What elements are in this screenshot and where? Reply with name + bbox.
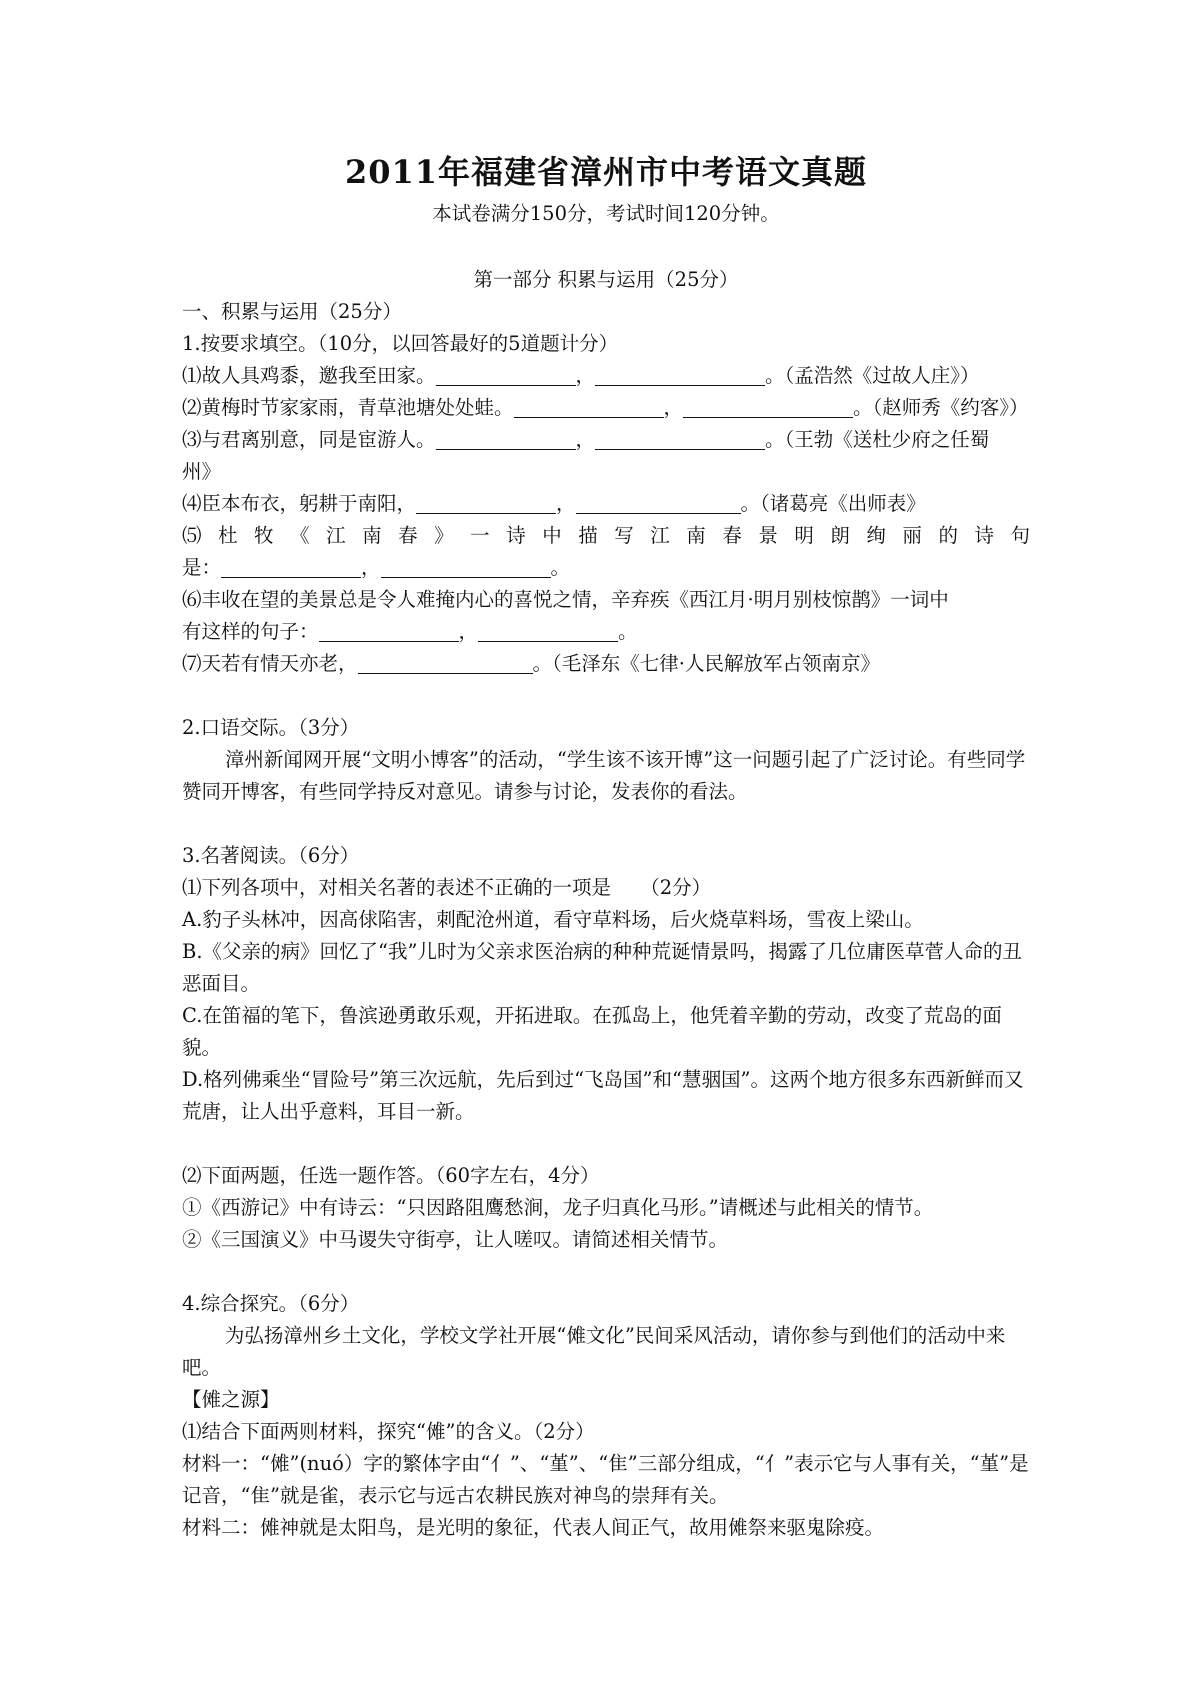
answer-blank[interactable] [358,651,533,674]
q2-body: 漳州新闻网开展“文明小博客”的活动，“学生该不该开博”这一问题引起了广泛讨论。有些同学赞同开博客，有些同学持反对意见。请参与讨论，发表你的看法。 [182,748,1026,803]
q1-item-6-answer: 有这样的句子： ， 。 [182,620,638,643]
answer-blank[interactable] [576,491,741,514]
answer-blank[interactable] [416,491,556,514]
q1-item-6: ⑹丰收在望的美景总是令人难掩内心的喜悦之情，辛弃疾《西江月·明月别枝惊鹊》一词中 [182,588,949,611]
exam-page [182,150,1030,1544]
answer-blank[interactable] [221,555,361,578]
q3-option-b: B.《父亲的病》回忆了“我”儿时为父亲求医治病的种种荒诞情景吗，揭露了几位庸医草菅人命的丑恶面目。 [182,940,1022,995]
section-one-heading: 一、积累与运用（25分） [182,300,402,323]
q3-sub-2-choice-2: ②《三国演义》中马谡失守街亭，让人嗟叹。请简述相关情节。 [182,1228,729,1251]
answer-blank[interactable] [683,395,853,418]
q1-item-7: ⑺天若有情天亦老， 。（毛泽东《七律·人民解放军占领南京》 [182,652,880,675]
answer-blank[interactable] [514,395,664,418]
answer-blank[interactable] [478,619,618,642]
q1-item-5: ⑸ 杜 牧 《 江 南 春 》 一 诗 中 描 写 江 南 春 景 明 朗 绚 丽 的 诗 句 [182,524,1030,547]
answer-blank[interactable] [436,427,576,450]
q4-heading: 4.综合探究。（6分） [182,1292,360,1315]
answer-blank[interactable] [595,363,765,386]
q4-material-1: 材料一：“傩”(nuó）字的繁体字由“亻”、“堇”、“隹”三部分组成，“亻”表示它与人事有关，“堇”是记音，“隹”就是雀，表示它与远古农耕民族对神鸟的崇拜有关。 [182,1452,1029,1507]
part-one-heading: 第一部分 积累与运用（25分） [473,268,739,291]
answer-blank[interactable] [381,555,551,578]
q3-sub-2: ⑵下面两题，任选一题作答。（60字左右，4分） [182,1164,600,1187]
q4-material-2: 材料二：傩神就是太阳鸟，是光明的象征，代表人间正气，故用傩祭来驱鬼除疫。 [182,1516,885,1539]
q3-option-c: C.在笛福的笔下，鲁滨逊勇敢乐观，开拓进取。在孤岛上，他凭着辛勤的劳动，改变了荒岛的面貌。 [182,1004,1002,1059]
q1-heading: 1.按要求填空。（10分，以回答最好的5道题计分） [182,332,619,355]
q2-heading: 2.口语交际。（3分） [182,716,360,739]
q1-item-3-continued: 州》 [182,460,222,483]
answer-blank[interactable] [436,363,576,386]
q4-bracket-heading: 【傩之源】 [182,1388,280,1411]
q3-heading: 3.名著阅读。（6分） [182,844,360,867]
q1-item-1: ⑴故人具鸡黍，邀我至田家。 ， 。（孟浩然《过故人庄》） [182,364,980,387]
q1-item-3: ⑶与君离别意，同是宦游人。 ， 。（王勃《送杜少府之任蜀 [182,428,990,451]
answer-blank[interactable] [595,427,765,450]
q3-option-a: A.豹子头林冲，因高俅陷害，刺配沧州道，看守草料场，后火烧草料场，雪夜上梁山。 [182,908,924,931]
q1-item-5-answer: 是： ， 。 [182,556,571,579]
q3-sub-2-choice-1: ①《西游记》中有诗云：“只因路阻鹰愁涧，龙子归真化马形。”请概述与此相关的情节。 [182,1196,934,1219]
q1-item-4: ⑷臣本布衣，躬耕于南阳， ， 。（诸葛亮《出师表》 [182,492,926,515]
q3-option-d: D.格列佛乘坐“冒险号”第三次远航，先后到过“飞岛国”和“慧骃国”。这两个地方很多东西新鲜而又荒唐，让人出乎意料，耳目一新。 [182,1068,1024,1123]
exam-title: 2011年福建省漳州市中考语文真题 [344,153,868,191]
q4-sub-1: ⑴结合下面两则材料，探究“傩”的含义。（2分） [182,1420,595,1443]
q4-body: 为弘扬漳州乡土文化，学校文学社开展“傩文化”民间采风活动，请你参与到他们的活动中来吧。 [182,1324,1006,1379]
q3-sub-1: ⑴下列各项中，对相关名著的表述不正确的一项是 （2分） [182,876,712,899]
q1-item-2: ⑵黄梅时节家家雨，青草池塘处处蛙。 ， 。（赵师秀《约客》） [182,396,1029,419]
exam-subtitle: 本试卷满分150分，考试时间120分钟。 [432,202,780,225]
answer-blank[interactable] [319,619,459,642]
